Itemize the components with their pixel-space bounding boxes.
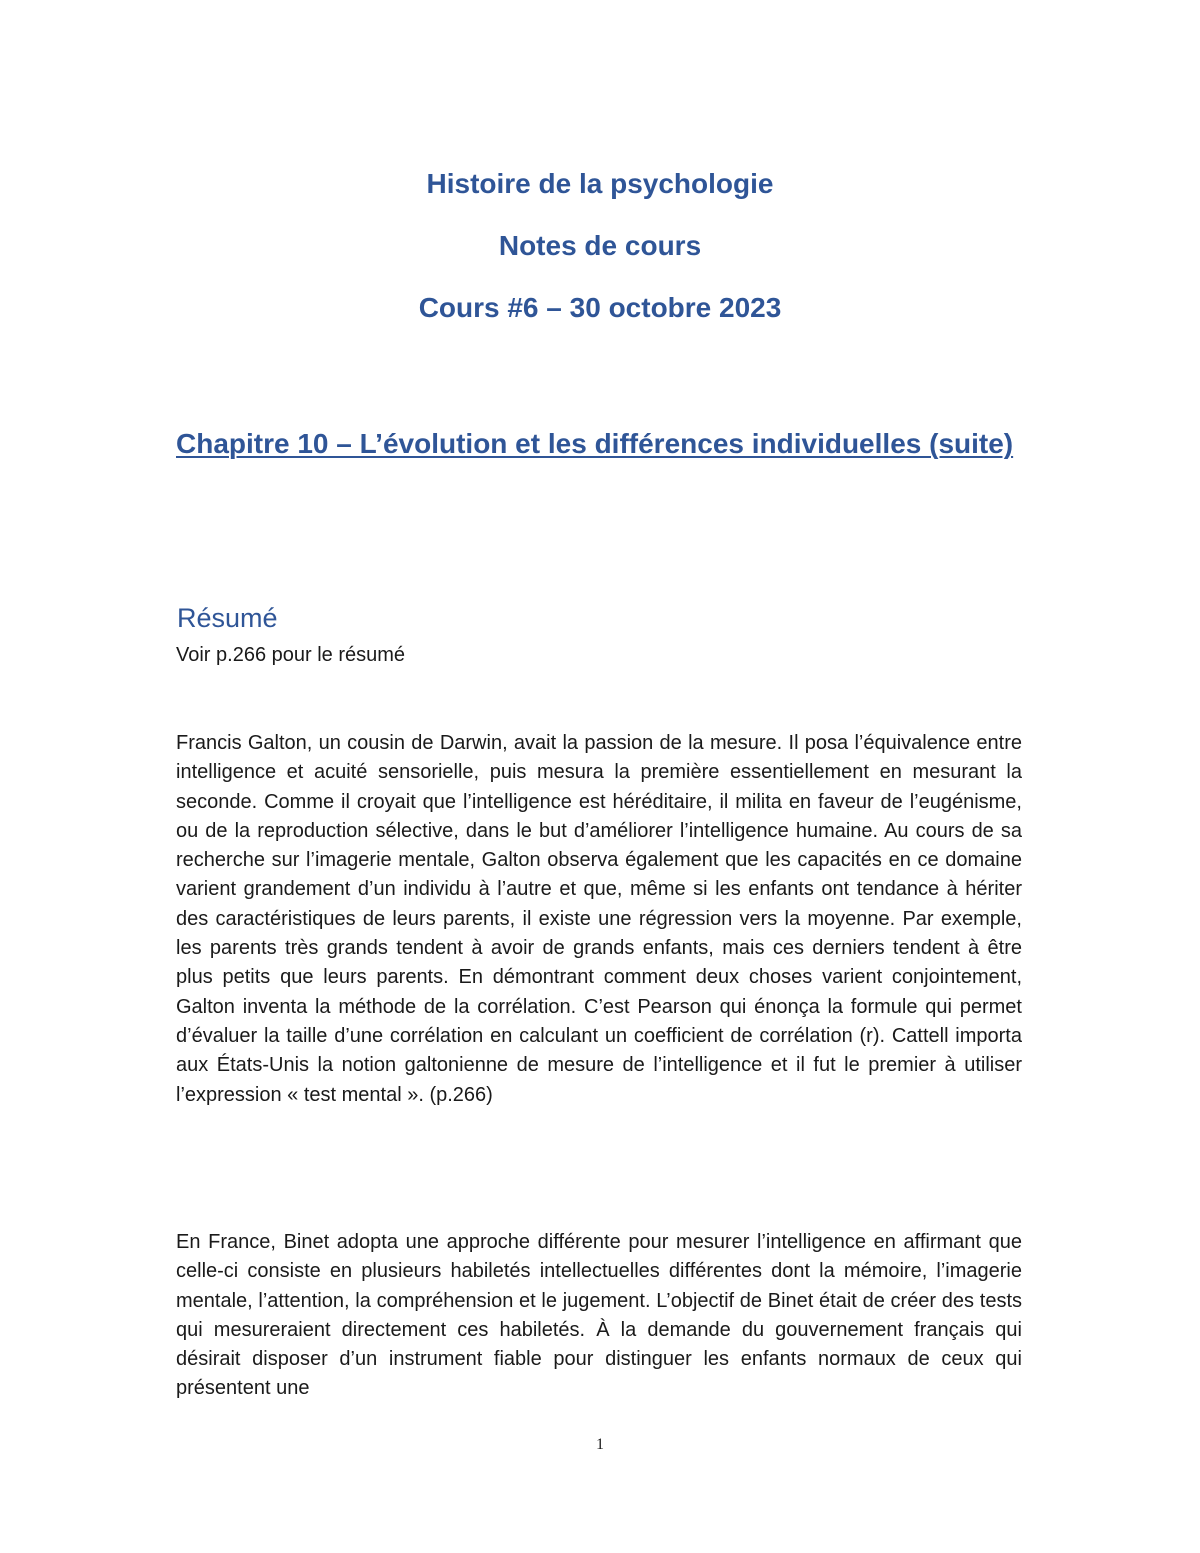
page-number: 1	[596, 1436, 604, 1453]
course-title: Histoire de la psychologie	[426, 168, 774, 199]
summary-reference: Voir p.266 pour le résumé	[176, 644, 406, 666]
paragraph-binet: En France, Binet adopta une approche différente pour mesurer l’intelligence en affirmant que celle-ci consiste en plusieurs habiletés intellectuelles différentes dont la mémoire, l’imagerie mentale, l’attention, la compréhension et le jugement. L’objectif de Binet était de créer des tests qui mesureraient directement ces habiletés. À la demande du gouvernement français qui désirait disposer d’un instrument fiable pour distinguer les enfants normaux de ceux qui présentent une	[176, 1231, 1022, 1400]
paragraph-galton: Francis Galton, un cousin de Darwin, avait la passion de la mesure. Il posa l’équivalence entre intelligence et acuité sensorielle, puis mesura la première essentiellement en mesurant la seconde. Comme il croyait que l’intelligence est héréditaire, il milita en faveur de l’eugénisme, ou de la reproduction sélective, dans le but d’améliorer l’intelligence humaine. Au cours de sa recherche sur l’imagerie mentale, Galton observa également que les capacités en ce domaine varient grandement d’un individu à l’autre et que, même si les enfants ont tendance à hériter des caractéristiques de leurs parents, il existe une régression vers la moyenne. Par exemple, les parents très grands tendent à avoir de grands enfants, mais ces derniers tendent à être plus petits que leurs parents. En démontrant comment deux choses varient conjointement, Galton inventa la méthode de la corrélation. C’est Pearson qui énonça la formule qui permet d’évaluer la taille d’une corrélation en calculant un coefficient de corrélation (r). Cattell importa aux États-Unis la notion galtonienne de mesure de l’intelligence et il fut le premier à utiliser l’expression « test mental ». (p.266)	[176, 732, 1022, 1106]
document-subtitle: Notes de cours	[498, 230, 702, 261]
section-heading-resume: Résumé	[177, 603, 278, 633]
session-title: Cours #6 – 30 octobre 2023	[418, 292, 782, 323]
chapter-heading: Chapitre 10 – L’évolution et les différences individuelles (suite)	[176, 428, 1014, 459]
